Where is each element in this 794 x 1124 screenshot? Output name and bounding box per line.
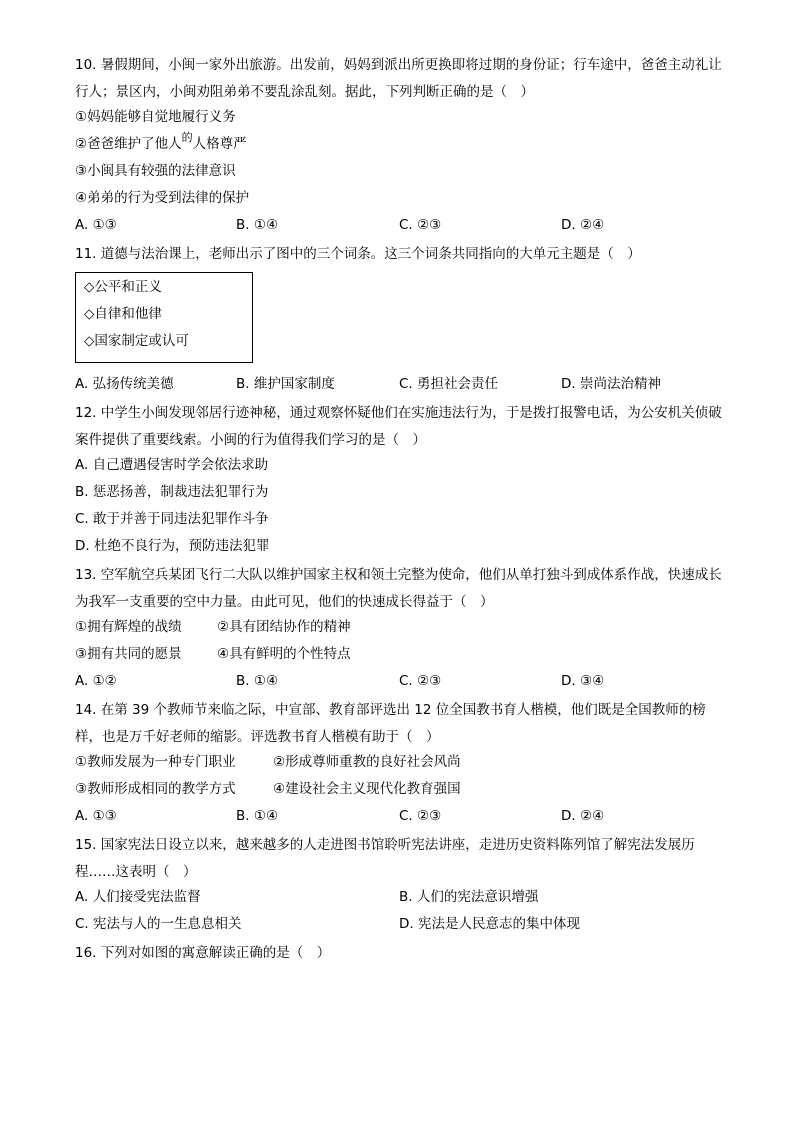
q10-statement-3: ③小闽具有较强的法律意识 [75, 163, 236, 179]
q10-option-a[interactable]: A. ①③ [75, 217, 117, 233]
q13-option-a[interactable]: A. ①② [75, 673, 117, 689]
exam-page [75, 52, 725, 967]
q15-option-c[interactable]: C. 宪法与人的一生息息相关 [75, 916, 242, 932]
q10-statement-1: ①妈妈能够自觉地履行义务 [75, 109, 236, 125]
q11-term-1: ◇公平和正义 [84, 279, 162, 295]
q14-options [75, 805, 725, 832]
q13-statements-row-2 [75, 643, 725, 670]
q10-option-c[interactable]: C. ②③ [399, 217, 442, 233]
q12-option-b[interactable]: B. 惩恶扬善，制裁违法犯罪行为 [75, 484, 269, 500]
q11-options [75, 373, 725, 400]
q12-stem: 12. 中学生小闽发现邻居行迹神秘，通过观察怀疑他们在实施违法行为，于是拨打报警电话，为公安机关侦破案件提供了重要线索。小闽的行为值得我们学习的是（ ） [75, 405, 722, 448]
q14-option-c[interactable]: C. ②③ [399, 808, 442, 824]
q14-option-a[interactable]: A. ①③ [75, 808, 117, 824]
q13-option-d[interactable]: D. ③④ [561, 673, 605, 689]
q13-statement-1: ①拥有辉煌的战绩 [75, 619, 182, 635]
q11-stem: 11. 道德与法治课上，老师出示了图中的三个词条。这三个词条共同指向的大单元主题是（ ） [75, 246, 641, 262]
q10-stem: 10. 暑假期间，小闽一家外出旅游。出发前，妈妈到派出所更换即将过期的身份证；行车途中，爸爸主动礼让行人；景区内，小闽劝阻弟弟不要乱涂乱刻。据此，下列判断正确的是（ ） [75, 57, 722, 100]
q12-option-d[interactable]: D. 杜绝不良行为，预防违法犯罪 [75, 538, 270, 554]
q12-option-a[interactable]: A. 自己遭遇侵害时学会依法求助 [75, 457, 269, 473]
q13-statements-row-1 [75, 616, 725, 643]
q10-statement-4: ④弟弟的行为受到法律的保护 [75, 190, 250, 206]
q15-option-b[interactable]: B. 人们的宪法意识增强 [399, 889, 539, 905]
q10-options [75, 214, 725, 241]
q14-option-b[interactable]: B. ①④ [236, 808, 279, 824]
q10-option-b[interactable]: B. ①④ [236, 217, 279, 233]
q11-option-a[interactable]: A. 弘扬传统美德 [75, 376, 174, 392]
q15-option-d[interactable]: D. 宪法是人民意志的集中体现 [399, 916, 580, 932]
q14-statement-1: ①教师发展为一种专门职业 [75, 754, 236, 770]
q14-stem: 14. 在第 39 个教师节来临之际，中宣部、教育部评选出 12 位全国教书育人楷模，他们既是全国教师的榜样，也是万千好老师的缩影。评选教书育人楷模有助于（ ） [75, 702, 706, 745]
q15-stem: 15. 国家宪法日设立以来，越来越多的人走进图书馆聆听宪法讲座，走进历史资料陈列馆了解宪法发展历程……这表明（ ） [75, 837, 695, 880]
q15-option-a[interactable]: A. 人们接受宪法监督 [75, 889, 201, 905]
q14-statements-row-1 [75, 751, 725, 778]
q12-option-c[interactable]: C. 敢于并善于同违法犯罪作斗争 [75, 511, 269, 527]
q10-option-d[interactable]: D. ②④ [561, 217, 605, 233]
q14-statement-3: ③教师形成相同的教学方式 [75, 781, 236, 797]
q11-option-b[interactable]: B. 维护国家制度 [236, 376, 335, 392]
q11-term-box [75, 272, 253, 363]
q14-statement-4: ④建设社会主义现代化教育强国 [273, 781, 461, 797]
q13-stem: 13. 空军航空兵某团飞行二大队以维护国家主权和领土完整为使命，他们从单打独斗到成体系作战，快速成长为我军一支重要的空中力量。由此可见，他们的快速成长得益于（ ） [75, 567, 722, 610]
q14-statement-2: ②形成尊师重教的良好社会风尚 [273, 754, 461, 770]
q11-option-c[interactable]: C. 勇担社会责任 [399, 376, 499, 392]
q10-statement-2: ②爸爸维护了他人$^的$人格尊严 [75, 131, 247, 152]
q16-stem: 16. 下列对如图的寓意解读正确的是（ ） [75, 945, 331, 961]
q11-term-3: ◇国家制定或认可 [84, 333, 189, 349]
q14-statements-row-2 [75, 778, 725, 805]
q11-term-2: ◇自律和他律 [84, 306, 162, 322]
q15-options-row-2 [75, 913, 725, 940]
q13-statement-4: ④具有鲜明的个性特点 [217, 646, 351, 662]
q13-options [75, 670, 725, 697]
q14-option-d[interactable]: D. ②④ [561, 808, 605, 824]
q10-stray-char: 的 [181, 131, 193, 144]
q13-option-b[interactable]: B. ①④ [236, 673, 279, 689]
q13-statement-3: ③拥有共同的愿景 [75, 646, 182, 662]
q13-option-c[interactable]: C. ②③ [399, 673, 442, 689]
q15-options-row-1 [75, 886, 725, 913]
q11-option-d[interactable]: D. 崇尚法治精神 [561, 376, 661, 392]
q13-statement-2: ②具有团结协作的精神 [217, 619, 351, 635]
